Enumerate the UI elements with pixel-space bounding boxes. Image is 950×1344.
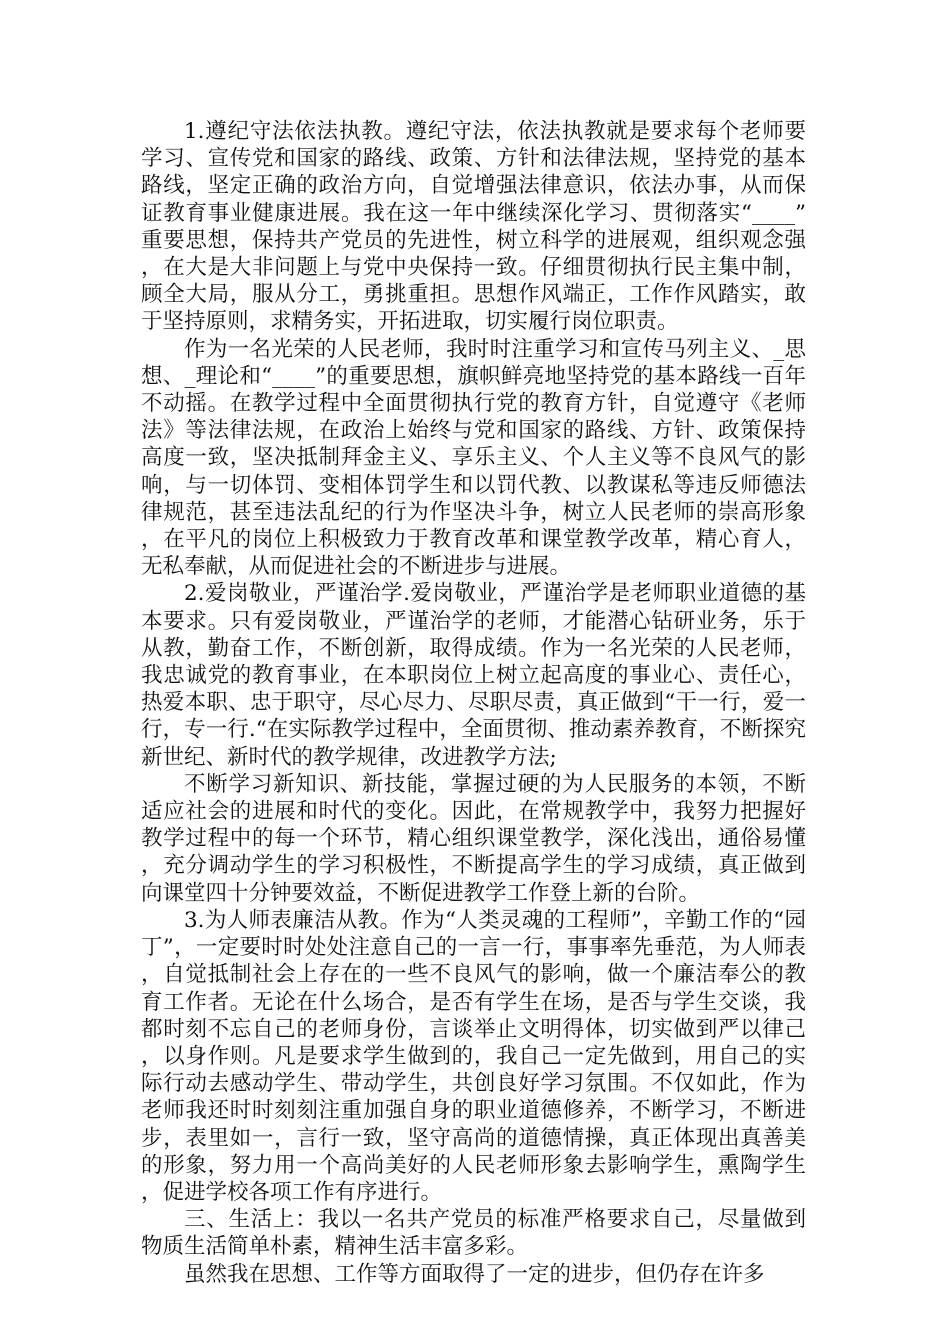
paragraph-dedication: 2.爱岗敬业，严谨治学.爱岗敬业，严谨治学是老师职业道德的基本要求。只有爱岗敬业，严谨治学的老师，才能潜心钻研业务，乐于从教，勤奋工作，不断创新，取得成绩。作为一名光荣的人民老师，我忠诚党的教育事业，在本职岗位上树立起高度的事业心、责任心，热爱本职、忠于职守，尽心尽力、尽职尽责，真正做到“干一行，爱一行，专一行.“在实际教学过程中，全面贯彻、推动素养教育，不断探究新世纪、新时代的教学规律，改进教学方法; [141, 581, 806, 770]
paragraph-role-model: 3.为人师表廉洁从教。作为“人类灵魂的工程师”，辛勤工作的“园丁”，一定要时时处处注意自己的一言一行，事事率先垂范，为人师表，自觉抵制社会上存在的一些不良风气的影响，做一个廉洁奉公的教育工作者。无论在什么场合，是否有学生在场，是否与学生交谈，我都时刻不忘自己的老师身份，言谈举止文明得体，切实做到严以律己，以身作则。凡是要求学生做到的，我自己一定先做到，用自己的实际行动去感动学生、带动学生，共创良好学习氛围。不仅如此，作为老师我还时时刻刻注重加强自身的职业道德修养，不断学习，不断进步，表里如一，言行一致，坚守高尚的道德情操，真正体现出真善美的形象，努力用一个高尚美好的人民老师形象去影响学生，熏陶学生，促进学校各项工作有序进行。 [141, 907, 806, 1205]
document-page [141, 118, 806, 1288]
paragraph-shortcomings: 虽然我在思想、工作等方面取得了一定的进步，但仍存在许多 [184, 1261, 765, 1287]
paragraph-continuous-learning: 不断学习新知识、新技能，掌握过硬的为人民服务的本领，不断适应社会的进展和时代的变化。因此，在常规教学中，我努力把握好教学过程中的每一个环节，精心组织课堂教学，深化浅出，通俗易懂，充分调动学生的学习积极性，不断提高学生的学习成绩，真正做到向课堂四十分钟要效益，不断促进教学工作登上新的台阶。 [141, 771, 806, 906]
paragraph-law-abiding: 1.遵纪守法依法执教。遵纪守法，依法执教就是要求每个老师要学习、宣传党和国家的路线、政策、方针和法律法规，坚持党的基本路线，坚定正确的政治方向，自觉增强法律意识，依法办事，从而保证教育事业健康进展。我在这一年中继续深化学习、贯彻落实“____”重要思想，保持共产党员的先进性，树立科学的进展观，组织观念强，在大是大非问题上与党中央保持一致。仔细贯彻执行民主集中制，顾全大局，服从分工，勇挑重担。思想作风端正，工作作风踏实，敢于坚持原则，求精务实，开拓进取，切实履行岗位职责。 [141, 119, 806, 335]
paragraph-life: 三、生活上：我以一名共产党员的标准严格要求自己，尽量做到物质生活简单朴素，精神生活丰富多彩。 [141, 1207, 806, 1260]
paragraph-glorious-teacher: 作为一名光荣的人民老师，我时时注重学习和宣传马列主义、_思想、_理论和“____”的重要思想，旗帜鲜亮地坚持党的基本路线一百年不动摇。在教学过程中全面贯彻执行党的教育方针，自觉遵守《老师法》等法律法规，在政治上始终与党和国家的路线、方针、政策保持高度一致，坚决抵制拜金主义、享乐主义、个人主义等不良风气的影响，与一切体罚、变相体罚学生和以罚代教、以教谋私等违反师德法律规范，甚至违法乱纪的行为作坚决斗争，树立人民老师的崇高形象，在平凡的岗位上积极致力于教育改革和课堂教学改革，精心育人，无私奉献，从而促进社会的不断进步与进展。 [141, 336, 806, 580]
